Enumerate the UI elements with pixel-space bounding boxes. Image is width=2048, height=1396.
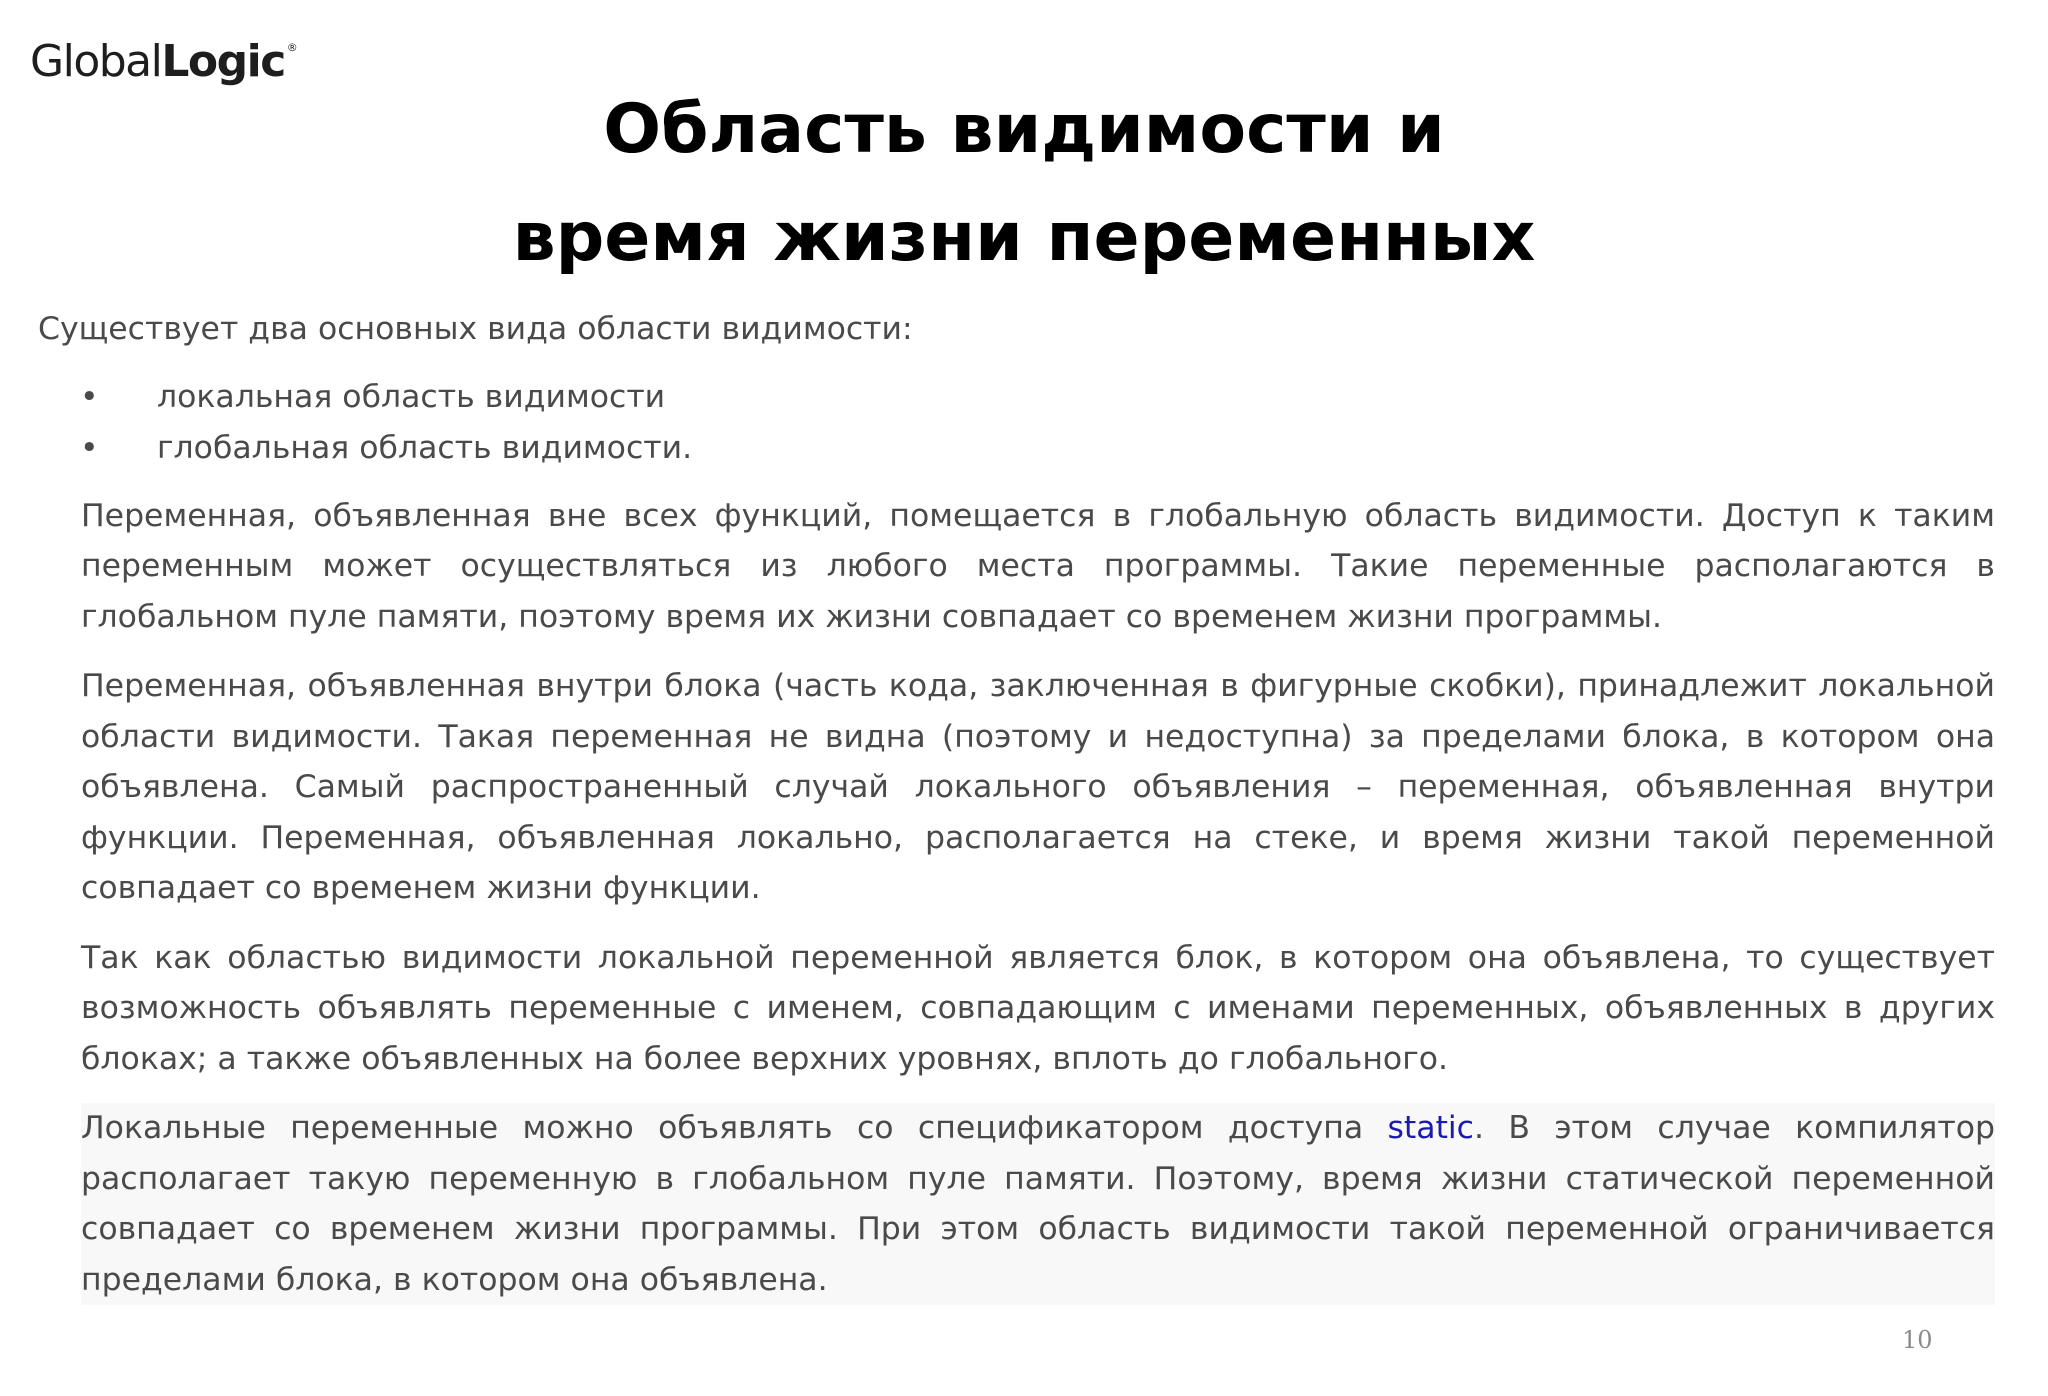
list-item-text: глобальная область видимости. [157, 429, 693, 466]
slide-title-line-1: Область видимости и [603, 90, 1445, 169]
slide-title [0, 76, 2048, 292]
bullet-icon: • [80, 429, 99, 466]
bullet-icon: • [80, 378, 99, 415]
logo-registered-mark: ® [286, 41, 298, 54]
paragraph-local-scope: Переменная, объявленная внутри блока (часть кода, заключенная в фигурные скобки), принадлежит локальной области видимости. Такая переменная не видна (поэтому и недоступна) за пределами блока, в котором она объявлена. Самый распространенный случай локального объявления – переменная, объявленная внутри функции. Переменная, объявленная локально, располагается на стеке, и время жизни такой переменной совпадает со временем жизни функции. [81, 668, 1995, 906]
list-item-text: локальная область видимости [157, 378, 666, 415]
logo-text-global: Global [30, 36, 162, 87]
paragraph-global-scope: Переменная, объявленная вне всех функций, помещается в глобальную область видимости. Доступ к таким переменным может осуществляться из любого места программы. Такие переменные располагаются в глобальном пуле памяти, поэтому время их жизни совпадает со временем жизни программы. [81, 497, 1995, 635]
page-number: 10 [1902, 1326, 1933, 1354]
logo-text-logic: Logic [161, 36, 285, 87]
scope-types-list [0, 372, 2048, 474]
paragraph-static-variables [81, 1103, 1995, 1305]
paragraph-name-shadowing: Так как областью видимости локальной переменной является блок, в котором она объявлена, то существует возможность объявлять переменные с именем, совпадающим с именами переменных, объявленных в других блоках; а также объявленных на более верхних уровнях, вплоть до глобального. [81, 939, 1995, 1077]
static-text-before: Локальные переменные можно объявлять со спецификатором доступа [81, 1110, 1388, 1146]
slide-body [0, 304, 2048, 1324]
list-item [0, 423, 2048, 474]
intro-text: Существует два основных вида области видимости: [38, 311, 913, 347]
list-item [0, 372, 2048, 423]
static-keyword: static [1387, 1110, 1475, 1146]
slide-title-line-2: время жизни переменных [512, 198, 1536, 277]
static-text-after: . В этом случае компилятор располагает такую переменную в глобальном пуле памяти. Поэтому, время жизни статической переменной совпадает со временем жизни программы. При этом область видимости такой переменной ограничивается пределами блока, в котором она объявлена. [81, 1110, 1995, 1298]
